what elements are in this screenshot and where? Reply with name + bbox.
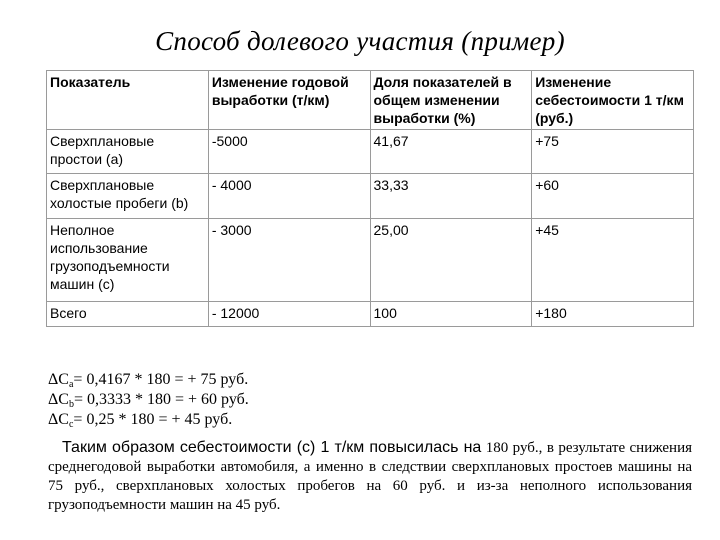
formula-subscript: b	[68, 399, 74, 410]
formula-expression: = 0,3333 * 180 = + 60 руб.	[73, 391, 249, 408]
cell-indicator: Неполное использование грузоподъемности машин (c)	[47, 218, 209, 301]
cell-cost-change: +180	[532, 302, 694, 327]
formulas-block	[48, 370, 249, 430]
cell-cost-change: +60	[532, 174, 694, 218]
cell-indicator: Сверхплановые простои (а)	[47, 130, 209, 174]
cell-output-change: - 3000	[208, 218, 370, 301]
formula-b	[48, 390, 249, 410]
cell-cost-change: +45	[532, 218, 694, 301]
cell-share: 100	[370, 302, 532, 327]
cell-share: 33,33	[370, 174, 532, 218]
data-table	[46, 70, 694, 327]
table-row-total	[47, 302, 694, 327]
formula-expression: = 0,4167 * 180 = + 75 руб.	[73, 371, 249, 388]
header-output-change: Изменение годовой выработки (т/км)	[208, 71, 370, 130]
cell-indicator: Сверхплановые холостые пробеги (b)	[47, 174, 209, 218]
table-row	[47, 174, 694, 218]
conclusion-lead: Таким образом себестоимости (с) 1 т/км повысилась на	[62, 439, 482, 456]
formula-subscript: c	[68, 419, 74, 430]
formula-expression: = 0,25 * 180 = + 45 руб.	[73, 411, 233, 428]
cell-output-change: -5000	[208, 130, 370, 174]
formula-subscript: a	[68, 379, 74, 390]
header-cost-change: Изменение себестоимости 1 т/км (руб.)	[532, 71, 694, 130]
formula-a	[48, 370, 249, 390]
slide-title: Способ долевого участия (пример)	[155, 26, 565, 56]
cell-share: 41,67	[370, 130, 532, 174]
cell-cost-change: +75	[532, 130, 694, 174]
formula-symbol: ΔC	[48, 371, 69, 388]
formula-symbol: ΔC	[48, 411, 69, 428]
table-row	[47, 130, 694, 174]
table-header-row	[47, 71, 694, 130]
conclusion-paragraph	[48, 438, 692, 515]
table-row	[47, 218, 694, 301]
header-share: Доля показателей в общем изменении выработки (%)	[370, 71, 532, 130]
formula-c	[48, 410, 249, 430]
cell-share: 25,00	[370, 218, 532, 301]
header-indicator: Показатель	[47, 71, 209, 130]
formula-symbol: ΔC	[48, 391, 69, 408]
conclusion-rest: 180 руб., в результате снижения среднегодовой выработки автомобиля, а именно в следствии сверхплановых простоев машины на 75 руб., сверхплановых холостых пробегов на 60 руб. и из-за неполного использования грузоподъемности машин на 45 руб.	[48, 440, 693, 513]
cell-indicator: Всего	[47, 302, 209, 327]
cell-output-change: - 4000	[208, 174, 370, 218]
cell-output-change: - 12000	[208, 302, 370, 327]
